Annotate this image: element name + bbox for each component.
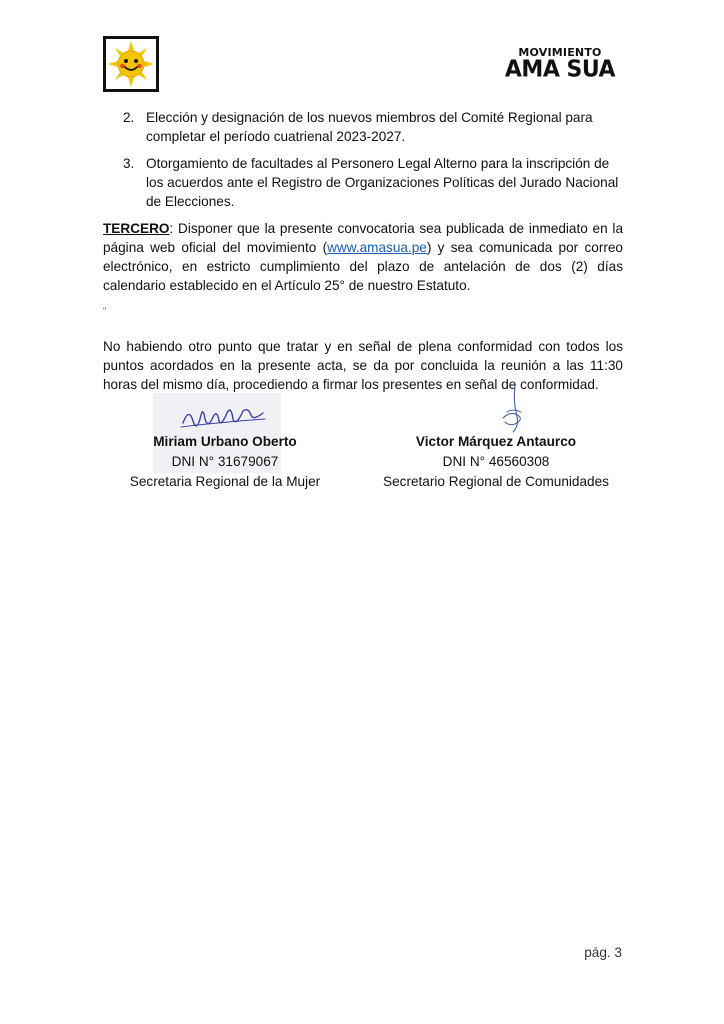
signature-block-right: [372, 432, 620, 492]
tercero-colon: :: [169, 221, 174, 236]
sun-logo: [103, 36, 159, 92]
signer-name: Miriam Urbano Oberto: [153, 434, 297, 449]
list-item-text: Otorgamiento de facultades al Personero Legal Alterno para la inscripción de los acuerdos ante el Registro de Organizaciones Políticas del Jurado Nacional de Elecciones.: [146, 156, 619, 209]
list-item-number: 2.: [123, 110, 135, 125]
closing-paragraph: No habiendo otro punto que tratar y en señal de plena conformidad con todos los puntos acordados en la presente acta, se da por concluida la reunión a las 11:30 horas del mismo día, procediendo a firmar los presentes en señal de conformidad.: [103, 339, 623, 392]
sun-smiley-icon: [106, 39, 156, 89]
website-link[interactable]: www.amasua.pe: [327, 240, 427, 255]
list-item-text: Elección y designación de los nuevos miembros del Comité Regional para completar el período cuatrienal 2023-2027.: [146, 110, 593, 144]
signature-image-right: [493, 382, 533, 438]
logo-line-1: MOVIMIENTO: [518, 46, 602, 59]
signer-role: Secretaria Regional de la Mujer: [129, 474, 321, 489]
signer-role: Secretario Regional de Comunidades: [383, 474, 609, 489]
signature-block-left: [113, 432, 337, 492]
tercero-text-after: ) y sea comunicada por correo electrónico, en estricto cumplimiento del plazo de antelación de dos (2) días calendario establecido en el Artículo 25° de nuestro Estatuto.: [103, 240, 623, 293]
signer-name: Victor Márquez Antaurco: [415, 434, 577, 449]
tercero-paragraph: [103, 219, 623, 295]
handwritten-signature-icon: [493, 382, 533, 438]
movimiento-logo: [498, 47, 622, 81]
tercero-label: TERCERO: [103, 221, 170, 236]
list-item: [103, 154, 623, 211]
tiny-mark: ": [103, 306, 107, 316]
list-item-number: 3.: [123, 156, 135, 171]
list-item: [103, 108, 623, 146]
page-number: pág. 3: [584, 945, 622, 960]
logo-line-2: AMA SUA: [504, 56, 616, 83]
agenda-list: [103, 108, 623, 211]
signer-dni: DNI N° 31679067: [171, 454, 279, 469]
tercero-text-before: Disponer que la presente convocatoria sea publicada de inmediato en la página web oficial del movimiento (: [103, 221, 623, 255]
document-body: [103, 108, 623, 404]
signer-dni: DNI N° 46560308: [442, 454, 550, 469]
